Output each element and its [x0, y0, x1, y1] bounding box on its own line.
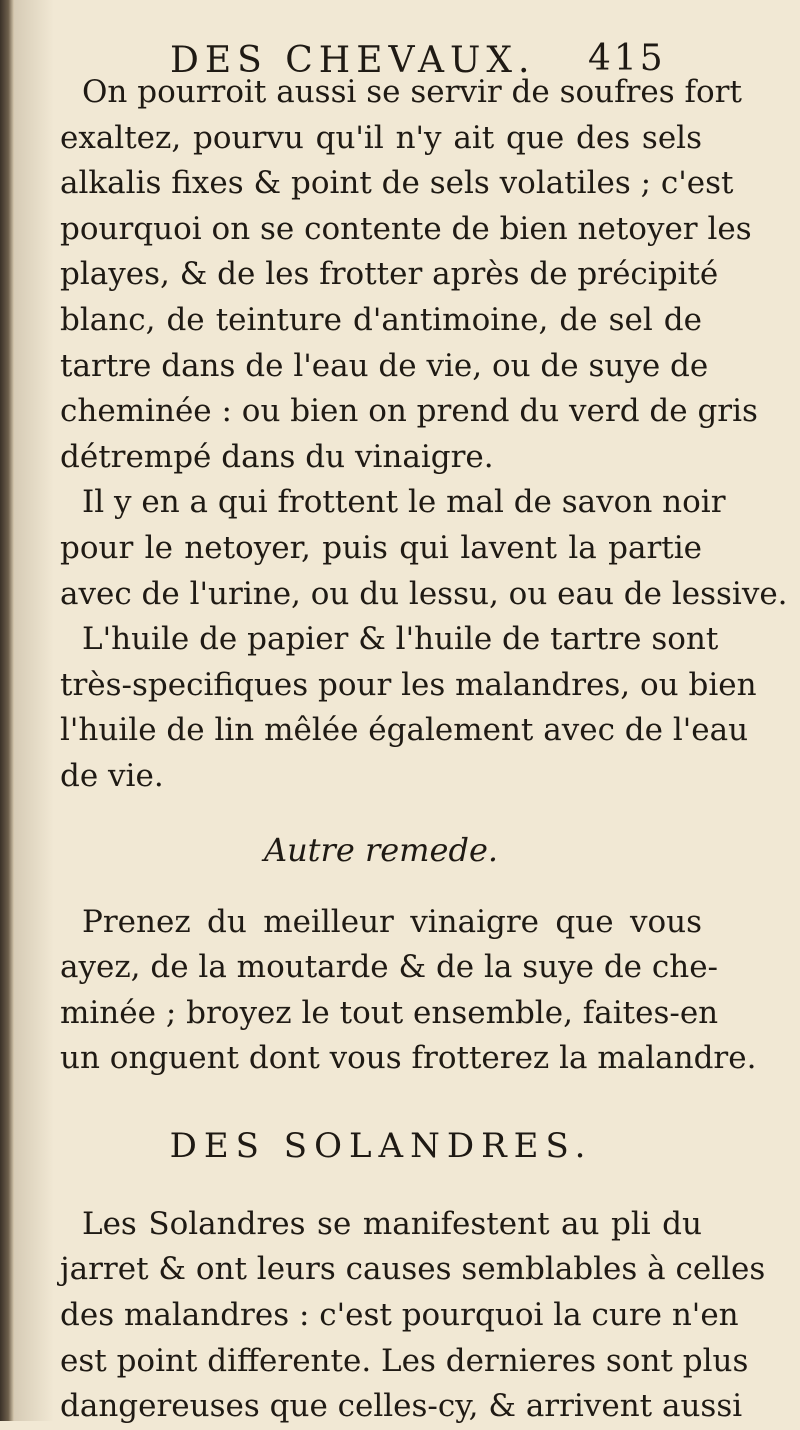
text-line: minée ; broyez le tout ensemble, faites-en	[60, 994, 719, 1031]
text-line: On pourroit aussi se servir de soufres fort	[82, 74, 742, 110]
text-line: ayez, de la moutarde & de la suye de che-	[60, 949, 719, 986]
text-line: Prenez du meilleur vinaigre que vous	[82, 903, 702, 940]
text-line: L'huile de papier & l'huile de tartre sont	[82, 621, 719, 658]
section-title-solandres: DES SOLANDRES.	[169, 1125, 593, 1166]
text-line: cheminée : ou bien on prend du verd de gris	[60, 393, 758, 430]
book-binding-edge	[0, 0, 14, 1421]
text-line: Les Solandres se manifestent au pli du	[82, 1205, 702, 1242]
text-line: alkalis fixes & point de sels volatiles ; c'est	[60, 165, 734, 202]
page-gutter-shadow	[14, 0, 54, 1421]
text-line: jarret & ont leurs causes semblables à celles	[60, 1251, 766, 1288]
text-line: Il y en a qui frottent le mal de savon noir	[82, 484, 726, 521]
text-line: playes, & de les frotter après de précipité	[60, 256, 719, 293]
text-line: de vie.	[60, 757, 164, 794]
paragraph-huile	[60, 617, 757, 799]
text-line: avec de l'urine, ou du lessu, ou eau de lessive.	[60, 575, 788, 612]
text-line: blanc, de teinture d'antimoine, de sel de	[60, 301, 702, 338]
page-number: 415	[588, 38, 666, 79]
paragraph-savon-noir	[60, 480, 788, 617]
text-line: très-specifiques pour les malandres, ou bien	[60, 666, 757, 703]
text-line: pourquoi on se contente de bien netoyer les	[60, 210, 752, 247]
text-line: un onguent dont vous frotterez la malandre.	[60, 1040, 757, 1077]
page-body	[60, 70, 788, 1430]
paragraph-solandres	[60, 1202, 766, 1430]
text-line: dangereuses que celles-cy, & arrivent aussi	[60, 1388, 743, 1425]
text-line: l'huile de lin mêlée également avec de l'eau	[60, 712, 749, 749]
paragraph-soufres	[60, 70, 758, 480]
subheading-autre-remede: Autre remede.	[263, 830, 499, 869]
running-title: DES CHEVAUX.	[170, 40, 536, 81]
paragraph-remede	[60, 900, 757, 1082]
text-line: des malandres : c'est pourquoi la cure n'en	[60, 1297, 739, 1334]
text-line: est point differente. Les dernieres sont plus	[60, 1342, 749, 1379]
text-line: tartre dans de l'eau de vie, ou de suye de	[60, 347, 709, 384]
text-line: détrempé dans du vinaigre.	[60, 438, 494, 475]
text-line: pour le netoyer, puis qui lavent la partie	[60, 529, 702, 566]
text-line: exaltez, pourvu qu'il n'y ait que des sels	[60, 119, 702, 156]
